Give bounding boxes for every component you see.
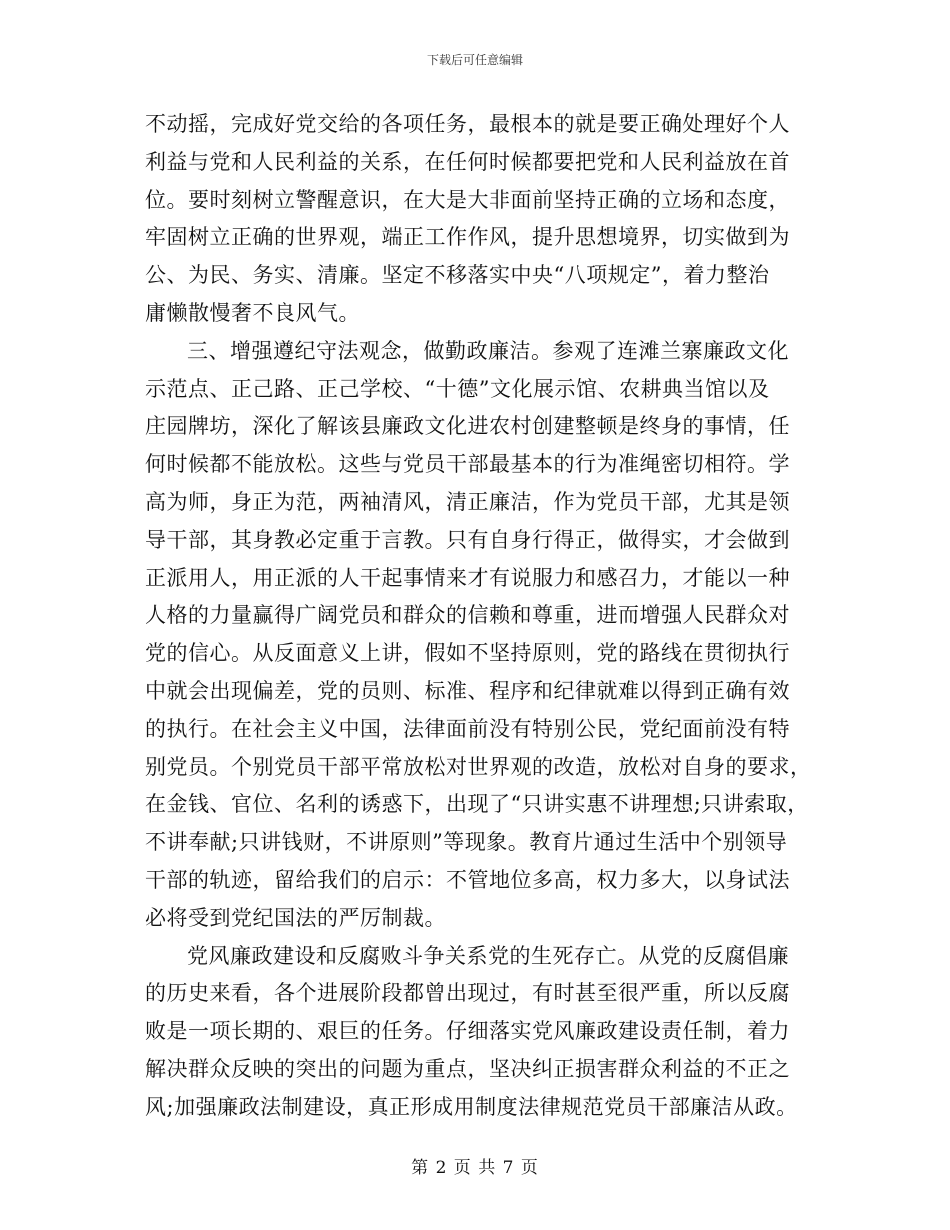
- document-body: [145, 106, 825, 1127]
- text-line: 导干部，其身教必定重于言教。只有自身行得正，做得实，才会做到: [145, 527, 790, 552]
- text-line: 败是一项长期的、艰巨的任务。仔细落实党风廉政建设责任制，着力: [145, 1019, 790, 1044]
- text-line: 解决群众反映的突出的问题为重点，坚决纠正损害群众利益的不正之: [145, 1056, 790, 1081]
- text-line: 的执行。在社会主义中国，法律面前没有特别公民，党纪面前没有特: [145, 716, 790, 741]
- text-line: 风;加强廉政法制建设，真正形成用制度法律规范党员干部廉洁从政。: [145, 1094, 798, 1119]
- text-line: 不讲奉献;只讲钱财，不讲原则”等现象。教育片通过生活中个别领导: [145, 830, 788, 855]
- page-header: 下载后可任意编辑: [426, 53, 523, 67]
- text-line: 庄园牌坊，深化了解该县廉政文化进农村创建整顿是终身的事情，任: [145, 414, 790, 439]
- text-line: 中就会出现偏差，党的员则、标准、程序和纪律就难以得到正确有效: [145, 678, 790, 703]
- text-line: 不动摇，完成好党交给的各项任务，最根本的就是要正确处理好个人: [145, 112, 790, 136]
- text-line: 公、为民、务实、清廉。坚定不移落实中央“八项规定”，着力整治: [145, 263, 770, 288]
- text-line: 的历史来看，各个进展阶段都曾出现过，有时甚至很严重，所以反腐: [145, 981, 790, 1006]
- text-line: 必将受到党纪国法的严厉制裁。: [145, 905, 446, 930]
- text-line: 利益与党和人民利益的关系，在任何时候都要把党和人民利益放在首: [145, 149, 790, 174]
- text-line: 示范点、正己路、正己学校、“十德”文化展示馆、农耕典当馆以及: [145, 376, 770, 401]
- text-line: 庸懒散慢奢不良风气。: [145, 300, 360, 325]
- text-line: 别党员。个别党员干部平常放松对世界观的改造，放松对自身的要求，: [145, 754, 812, 779]
- text-line: 位。要时刻树立警醒意识，在大是大非面前坚持正确的立场和态度，: [145, 187, 790, 212]
- paragraph-start-line: 三、增强遵纪守法观念，做勤政廉洁。参观了连滩兰寨廉政文化: [187, 338, 789, 363]
- text-line: 党的信心。从反面意义上讲，假如不坚持原则，党的路线在贯彻执行: [145, 641, 790, 666]
- text-line: 干部的轨迹，留给我们的启示：不管地位多高，权力多大，以身试法: [145, 867, 790, 892]
- page-number: 第 2 页 共 7 页: [411, 1158, 539, 1178]
- text-line: 何时候都不能放松。这些与党员干部最基本的行为准绳密切相符。学: [145, 452, 790, 477]
- text-line: 在金钱、官位、名利的诱惑下，出现了“只讲实惠不讲理想;只讲索取，: [145, 792, 809, 817]
- text-line: 高为师，身正为范，两袖清风，清正廉洁，作为党员干部，尤其是领: [145, 489, 790, 514]
- text-line: 人格的力量赢得广阔党员和群众的信赖和尊重，进而增强人民群众对: [145, 603, 790, 628]
- text-line: 正派用人，用正派的人干起事情来才有说服力和感召力，才能以一种: [145, 565, 790, 590]
- paragraph-start-line: 党风廉政建设和反腐败斗争关系党的生死存亡。从党的反腐倡廉: [187, 943, 789, 968]
- text-line: 牢固树立正确的世界观，端正工作作风，提升思想境界，切实做到为: [145, 225, 790, 250]
